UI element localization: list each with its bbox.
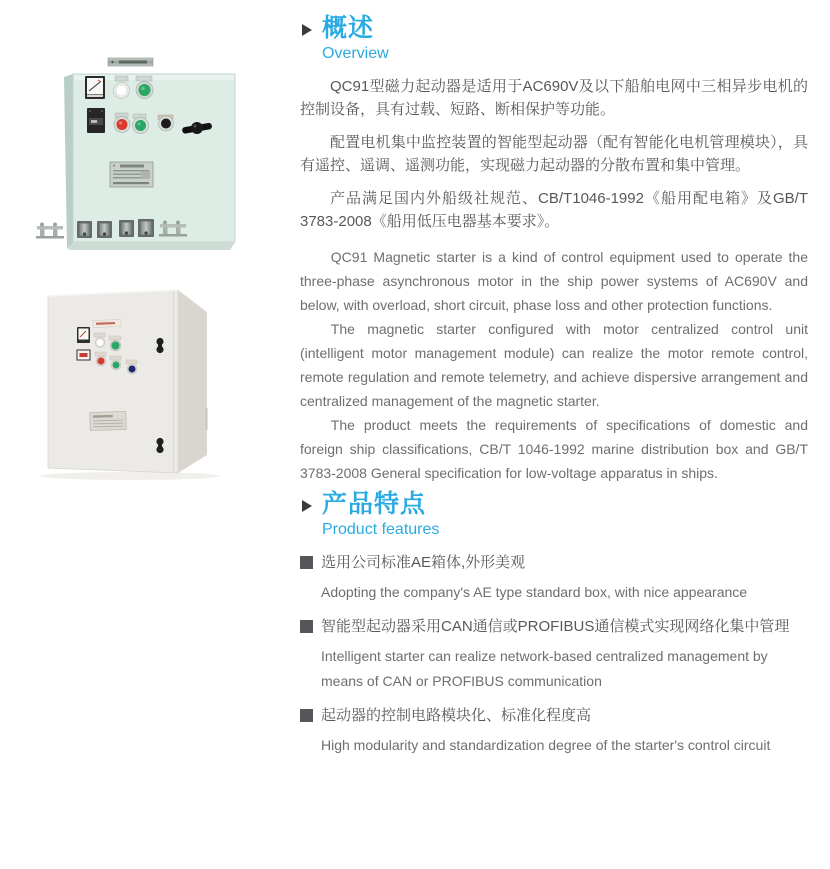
square-bullet-icon (300, 556, 313, 569)
product-photo-angled-view (30, 270, 270, 490)
feature-text-zh: 选用公司标准AE箱体,外形美观 (321, 554, 526, 571)
feature-item (300, 553, 808, 605)
cabinet-label-strip (108, 58, 153, 66)
features-list (300, 553, 808, 758)
green-button (136, 82, 153, 99)
white-button (114, 83, 130, 99)
green-button (110, 340, 121, 351)
feature-zh-row (300, 706, 808, 725)
features-title-zh: 产品特点 (322, 490, 427, 518)
meter (77, 327, 90, 343)
nameplate (90, 412, 126, 431)
feature-text-zh: 起动器的控制电路模块化、标准化程度高 (321, 707, 592, 724)
feature-text-zh: 智能型起动器采用CAN通信或PROFIBUS通信模式实现网络化集中管理 (321, 618, 790, 635)
feature-text-en: High modularity and standardization degree of the starter's control circuit (321, 737, 771, 753)
button-label (126, 360, 137, 364)
nameplate (110, 162, 153, 187)
overview-paragraph-zh: QC91型磁力起动器是适用于AC690V及以下船舶电网中三相异步电机的控制设备，具有过载、短路、断相保护等功能。 (300, 78, 808, 118)
cabinet-left-side (64, 74, 73, 249)
feature-item (300, 617, 808, 694)
square-bullet-icon (300, 709, 313, 722)
starter-box-front-illustration (20, 30, 270, 250)
rotary-switch-knob (191, 122, 203, 134)
overview-paragraph-en: The magnetic starter configured with motor centralized control unit (intelligent motor management module) can realize the motor remote control, remote regulation and remote telemetry, and achieve dispersive arrangement and centralized management of the magnetic starter. (300, 321, 808, 409)
features-title-en: Product features (322, 521, 440, 538)
feature-zh-row (300, 553, 808, 572)
overview-title-en: Overview (322, 45, 389, 62)
starter-box-angled-illustration (30, 270, 270, 490)
overview-header (300, 14, 808, 63)
features-header (300, 490, 808, 539)
overview-section (300, 14, 808, 485)
button-label (95, 352, 106, 356)
overview-body (300, 75, 808, 485)
blue-button (127, 364, 137, 374)
green-button (111, 360, 121, 370)
button-label (110, 356, 121, 360)
features-section (300, 490, 808, 770)
product-photo-front-view (20, 30, 270, 250)
cabinet-front-panel (73, 74, 235, 242)
button-label (115, 76, 128, 81)
right-triangle-icon (302, 500, 312, 512)
feature-text-en: Intelligent starter can realize network-based centralized management by means of CAN or PROFIBUS communication (321, 648, 768, 689)
white-button (95, 338, 105, 348)
feature-text-en: Adopting the company's AE type standard box, with nice appearance (321, 584, 748, 600)
button-label (136, 76, 152, 81)
cabinet-bottom-edge (68, 242, 235, 250)
mounting-foot-left (36, 223, 64, 239)
cabinet-right-side (178, 290, 207, 473)
side-hinge (206, 408, 208, 430)
button-label (94, 333, 105, 337)
feature-item (300, 706, 808, 758)
overview-paragraph-en: The product meets the requirements of specifications of domestic and foreign ship classifications, CB/T 1046-1992 marine distribution box and GB/T 3783-2008 General specification for low-voltage apparatus in ships. (300, 417, 808, 481)
overview-title-zh: 概述 (322, 14, 375, 42)
red-button (96, 356, 106, 366)
black-button (159, 116, 174, 131)
square-bullet-icon (300, 620, 313, 633)
ground-shadow (40, 472, 220, 480)
overview-english-block (300, 245, 808, 485)
right-triangle-icon (302, 24, 312, 36)
red-indicator (77, 350, 90, 360)
green-button (133, 118, 149, 134)
feature-zh-row (300, 617, 808, 636)
red-button (114, 117, 130, 133)
overview-paragraph-en: QC91 Magnetic starter is a kind of control equipment used to operate the three-phase asynchronous motor in the ship power systems of AC690V and below, with overload, short circuit, phase loss and other protection functions. (300, 249, 808, 313)
overview-paragraph-zh: 产品满足国内外船级社规范、CB/T1046-1992《船用配电箱》及GB/T 3783-2008《船用低压电器基本要求》。 (300, 190, 808, 230)
cabinet-label-strip (93, 319, 121, 327)
ammeter (85, 76, 105, 99)
button-label (109, 336, 121, 340)
overview-paragraph-zh: 配置电机集中监控装置的智能型起动器（配有智能化电机管理模块），具有遥控、遥调、遥测功能，实现磁力起动器的分散布置和集中管理。 (300, 134, 808, 174)
circuit-breaker (87, 108, 105, 133)
